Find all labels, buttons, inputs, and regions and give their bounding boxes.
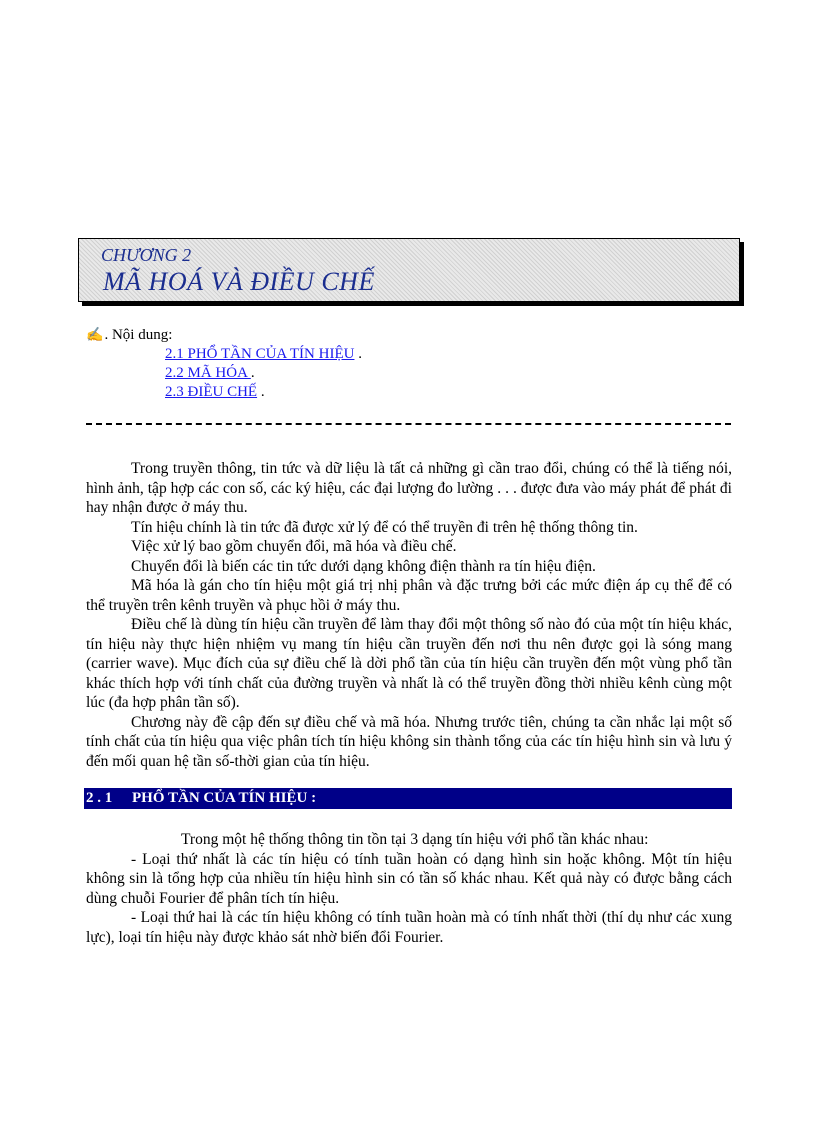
dashed-divider (86, 423, 731, 425)
body-paragraph: Mã hóa là gán cho tín hiệu một giá trị nhị phân và đặc trưng bởi các mức điện áp cụ thể để có thể truyền trên kênh truyền và phục hồi ở máy thu. (86, 577, 732, 614)
section-paragraph: Trong một hệ thống thông tin tồn tại 3 dạng tín hiệu với phổ tần khác nhau: (181, 831, 649, 848)
body-paragraph: Điều chế là dùng tín hiệu cần truyền để làm thay đổi một thông số nào đó của một tín hiệu khác, tín hiệu này thực hiện nhiệm vụ mang tín hiệu cần truyền đến nơi thu nên được gọi là sóng mang (carrier wave). Mục đích của sự điều chế là dời phổ tần của tín hiệu cần truyền đến một vùng phổ tần khác thích hợp với tính chất của đường truyền và nhất là có thể truyền đồng thời nhiều kênh cùng một lúc (đa hợp phân tần số). (86, 616, 732, 711)
toc-list (165, 345, 362, 402)
toc-item-suffix: . (354, 346, 362, 362)
intro-body (86, 459, 732, 771)
toc-link-section-2-1[interactable]: 2.1 PHỔ TẦN CỦA TÍN HIỆU (165, 346, 355, 362)
section-paragraph: - Loại thứ nhất là các tín hiệu có tính tuần hoàn có dạng hình sin hoặc không. Một tín hiệu không sin là tổng hợp của nhiều tín hiệu hình sin có tần số khác nhau. Kết quả này có được bằng cách dùng chuỗi Fourier để phân tích tín hiệu. (86, 850, 732, 907)
chapter-label: CHƯƠNG 2 (101, 245, 192, 265)
toc-heading-label: . Nội dung: (104, 327, 173, 343)
toc-item (165, 364, 362, 383)
section-heading-bar (84, 788, 732, 809)
toc-item-suffix: . (250, 365, 255, 381)
chapter-header-box (78, 238, 740, 302)
section-number: 2 . 1 (86, 790, 113, 806)
body-paragraph: Trong truyền thông, tin tức và dữ liệu là tất cả những gì cần trao đổi, chúng có thể là tiếng nói, hình ảnh, tập hợp các con số, các ký hiệu, các đại lượng đo lường . . . được đưa vào máy phát để phát đi hay nhận được ở máy thu. (86, 460, 732, 516)
toc-link-section-2-2[interactable]: 2.2 MÃ HÓA (165, 365, 251, 381)
section-paragraph: - Loại thứ hai là các tín hiệu không có tính tuần hoàn mà có tính nhất thời (thí dụ như các xung lực), loại tín hiệu này được khảo sát nhờ biến đổi Fourier. (86, 909, 732, 946)
body-paragraph: Việc xử lý bao gồm chuyển đổi, mã hóa và điều chế. (131, 538, 457, 555)
toc-item (165, 345, 362, 364)
toc-heading (86, 327, 172, 344)
section-body (86, 830, 732, 947)
toc-item-suffix: . (257, 384, 265, 400)
body-paragraph: Chuyển đổi là biến các tin tức dưới dạng không điện thành ra tín hiệu điện. (131, 557, 596, 575)
toc-item (165, 383, 362, 402)
chapter-title: MÃ HOÁ VÀ ĐIỀU CHẾ (103, 267, 375, 296)
body-paragraph: Tín hiệu chính là tin tức đã được xử lý để có thể truyền đi trên hệ thống thông tin. (131, 518, 638, 536)
section-title: PHỔ TẦN CỦA TÍN HIỆU : (132, 790, 317, 806)
toc-link-section-2-3[interactable]: 2.3 ĐIỀU CHẾ (165, 384, 258, 400)
body-paragraph: Chương này đề cập đến sự điều chế và mã hóa. Nhưng trước tiên, chúng ta cần nhắc lại một số tính chất của tín hiệu qua việc phân tích tín hiệu không sin thành tổng của các tín hiệu hình sin và lưu ý đến mối quan hệ tần số-thời gian của tín hiệu. (86, 713, 732, 770)
pen-icon: ✍ (86, 328, 104, 343)
